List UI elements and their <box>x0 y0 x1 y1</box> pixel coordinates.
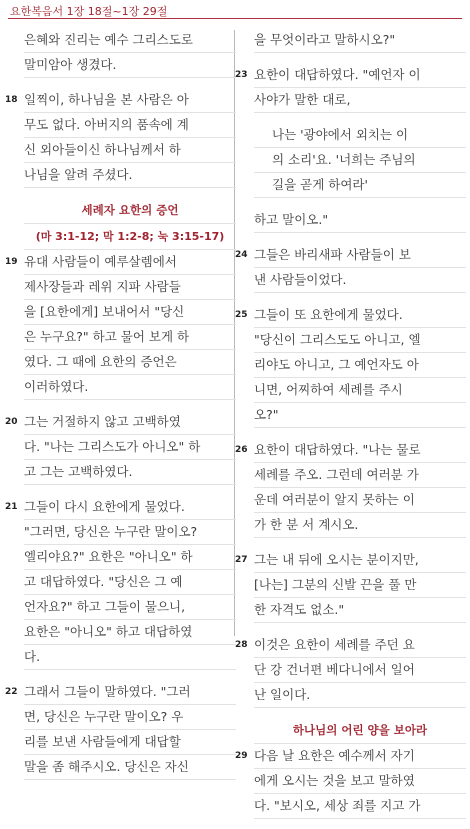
text-line: 다. "보시오, 세상 죄를 지고 가 <box>254 794 466 819</box>
verse-block <box>254 208 466 233</box>
verse-block <box>235 548 466 623</box>
text-line: 일찍이, 하나님을 본 사람은 아 <box>24 88 236 113</box>
verse-block <box>254 28 466 53</box>
text-line: 고 그는 고백하였다. <box>24 460 236 485</box>
text-line: 은혜와 진리는 예수 그리스도로 <box>24 28 236 53</box>
text-line: 운데 여러분이 알지 못하는 이 <box>254 488 466 513</box>
text-line: 에게 오시는 것을 보고 말하였 <box>254 769 466 794</box>
verse-block <box>5 250 236 400</box>
text-line: [나는] 그분의 신발 끈을 풀 만 <box>254 573 466 598</box>
verse-block <box>24 28 236 78</box>
text-line: 낸 사람들이었다. <box>254 268 466 293</box>
text-line: 이것은 요한이 세례를 주던 요 <box>254 633 466 658</box>
verse-block <box>5 495 236 670</box>
text-line: 세례를 주오. 그런데 여러분 가 <box>254 463 466 488</box>
verse-block <box>235 438 466 538</box>
section-heading: 하나님의 어린 양을 보아라 <box>254 718 466 744</box>
text-line: 을 무엇이라고 말하시오?" <box>254 28 466 53</box>
text-line: 면, 당신은 누구란 말이오? 우 <box>24 705 236 730</box>
text-line: 제사장들과 레위 지파 사람들 <box>24 275 236 300</box>
verse-number: 25 <box>235 310 248 320</box>
verse-number: 29 <box>235 751 248 761</box>
text-line: "당신이 그리스도도 아니고, 엘 <box>254 328 466 353</box>
verse-number: 27 <box>235 555 248 565</box>
text-line: 의 소리'요. '너희는 주님의 <box>254 148 466 173</box>
section-heading: 세례자 요한의 증언 <box>24 198 236 224</box>
verse-number: 24 <box>235 250 248 260</box>
text-line: 다. "나는 그리스도가 아니오" 하 <box>24 435 236 460</box>
verse-block <box>5 88 236 188</box>
verse-block <box>235 633 466 708</box>
verse-block <box>235 303 466 428</box>
verse-number: 28 <box>235 640 248 650</box>
header-divider <box>8 18 462 19</box>
text-line: 그들은 바리새파 사람들이 보 <box>254 243 466 268</box>
text-line: 을 [요한에게] 보내어서 "당신 <box>24 300 236 325</box>
verse-block <box>5 410 236 485</box>
text-line: 요한이 대답하였다. "나는 물로 <box>254 438 466 463</box>
text-line: 난 일이다. <box>254 683 466 708</box>
verse-number: 21 <box>5 502 18 512</box>
text-line: 신 외아들이신 하나님께서 하 <box>24 138 236 163</box>
text-line: 요한은 "아니오" 하고 대답하였 <box>24 620 236 645</box>
text-line: 유대 사람들이 예루살렘에서 <box>24 250 236 275</box>
text-line: 리야도 아니고, 그 예언자도 아 <box>254 353 466 378</box>
text-line: 하고 말이오." <box>254 208 466 233</box>
text-line: 은 누구요?" 하고 물어 보게 하 <box>24 325 236 350</box>
verse-block <box>235 63 466 113</box>
text-line: 나님을 알려 주셨다. <box>24 163 236 188</box>
text-line: 니면, 어찌하여 세례를 주시 <box>254 378 466 403</box>
text-line: 가 한 분 서 계시오. <box>254 513 466 538</box>
text-line: 길을 곧게 하여라' <box>254 173 466 198</box>
verse-block <box>235 744 466 819</box>
text-line: 엘리야요?" 요한은 "아니오" 하 <box>24 545 236 570</box>
text-line: 고 대답하였다. "당신은 그 예 <box>24 570 236 595</box>
verse-number: 19 <box>5 257 18 267</box>
text-line: "그러면, 당신은 누구란 말이오? <box>24 520 236 545</box>
quote-block <box>254 123 466 198</box>
verse-number: 22 <box>5 687 18 697</box>
text-line: 이러하였다. <box>24 375 236 400</box>
text-line: 그래서 그들이 말하였다. "그러 <box>24 680 236 705</box>
text-line: 언자요?" 하고 그들이 물으니, <box>24 595 236 620</box>
text-line: 무도 없다. 아버지의 품속에 계 <box>24 113 236 138</box>
text-line: 오?" <box>254 403 466 428</box>
text-line: 다. <box>24 645 236 670</box>
text-line: 다음 날 요한은 예수께서 자기 <box>254 744 466 769</box>
verse-block <box>235 243 466 293</box>
left-column <box>5 28 236 790</box>
text-line: 단 강 건너편 베다니에서 일어 <box>254 658 466 683</box>
text-line: 그는 내 뒤에 오시는 분이지만, <box>254 548 466 573</box>
text-line: 그들이 또 요한에게 물었다. <box>254 303 466 328</box>
text-line: 말을 좀 해주시오. 당신은 자신 <box>24 755 236 780</box>
verse-block <box>5 680 236 780</box>
verse-number: 26 <box>235 445 248 455</box>
page-header-title: 요한복음서 1장 18절~1장 29절 <box>10 5 168 18</box>
verse-number: 20 <box>5 417 18 427</box>
right-column <box>235 28 466 829</box>
verse-number: 23 <box>235 70 248 80</box>
text-line: 요한이 대답하였다. "예언자 이 <box>254 63 466 88</box>
parallel-reference: (마 3:1-12; 막 1:2-8; 눅 3:15-17) <box>24 224 236 250</box>
text-line: 나는 '광야에서 외치는 이 <box>254 123 466 148</box>
text-line: 한 자격도 없소." <box>254 598 466 623</box>
verse-number: 18 <box>5 95 18 105</box>
text-line: 였다. 그 때에 요한의 증언은 <box>24 350 236 375</box>
text-line: 그는 거절하지 않고 고백하였 <box>24 410 236 435</box>
text-line: 말미암아 생겼다. <box>24 53 236 78</box>
text-line: 리를 보낸 사람들에게 대답할 <box>24 730 236 755</box>
text-line: 사야가 말한 대로, <box>254 88 466 113</box>
text-line: 그들이 다시 요한에게 물었다. <box>24 495 236 520</box>
